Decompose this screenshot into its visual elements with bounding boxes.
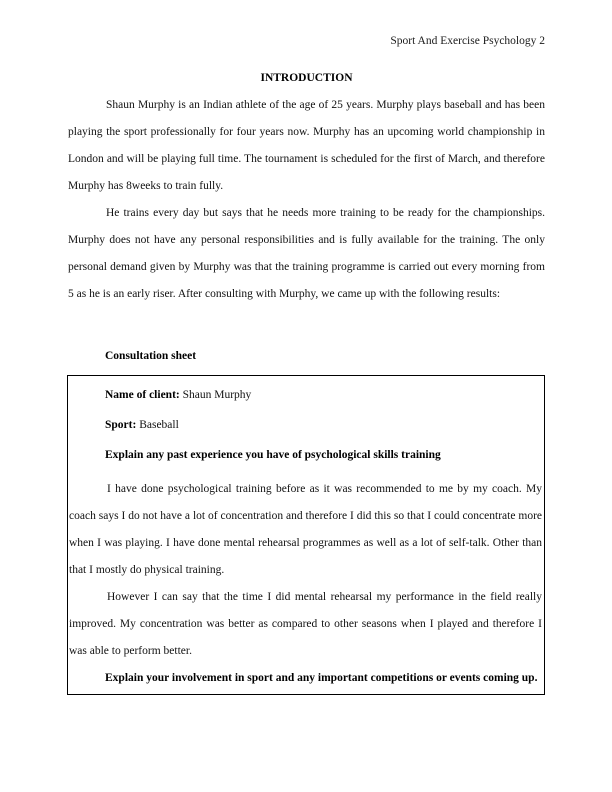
consultation-sheet-label: Consultation sheet (105, 350, 197, 362)
consultation-sheet-box (67, 375, 545, 695)
body-text-block (68, 92, 545, 308)
field-name-of-client (68, 381, 544, 409)
running-header: Sport And Exercise Psychology 2 (390, 35, 545, 47)
field-name-label: Name of client: (105, 389, 180, 401)
field-sport-label: Sport: (105, 419, 137, 431)
paragraph-intro-1: Shaun Murphy is an Indian athlete of the age of 25 years. Murphy plays baseball and has been playing the sport professionally for four years now. Murphy has an upcoming world championship in London and will be playing full time. The tournament is scheduled for the first of March, and therefore Murphy has 8weeks to train fully. (68, 99, 545, 192)
section-title: INTRODUCTION (260, 72, 353, 84)
answer-one-paragraph-2: However I can say that the time I did mental rehearsal my performance in the field really improved. My concentration was better as compared to other seasons when I played and therefore I was able to perform better. (69, 591, 542, 657)
field-sport (68, 411, 544, 439)
question-one-heading: Explain any past experience you have of psychological skills training (105, 449, 441, 461)
answer-one-paragraph-1: I have done psychological training before as it was recommended to me by my coach. My coach says I do not have a lot of concentration and therefore I did this so that I could concentrate more when I was playing. I have done mental rehearsal programmes as well as a lot of self-talk. Other than that I mostly do physical training. (69, 483, 542, 576)
field-name-value: Shaun Murphy (182, 389, 252, 401)
field-sport-value: Baseball (139, 419, 179, 431)
question-two-heading: Explain your involvement in sport and any important competitions or events coming up. (105, 672, 538, 684)
paragraph-intro-2: He trains every day but says that he needs more training to be ready for the championships. Murphy does not have any personal responsibilities and is fully available for the training. The only personal demand given by Murphy was that the training programme is carried out every morning from 5 as he is an early riser. After consulting with Murphy, we came up with the following results: (68, 207, 545, 300)
